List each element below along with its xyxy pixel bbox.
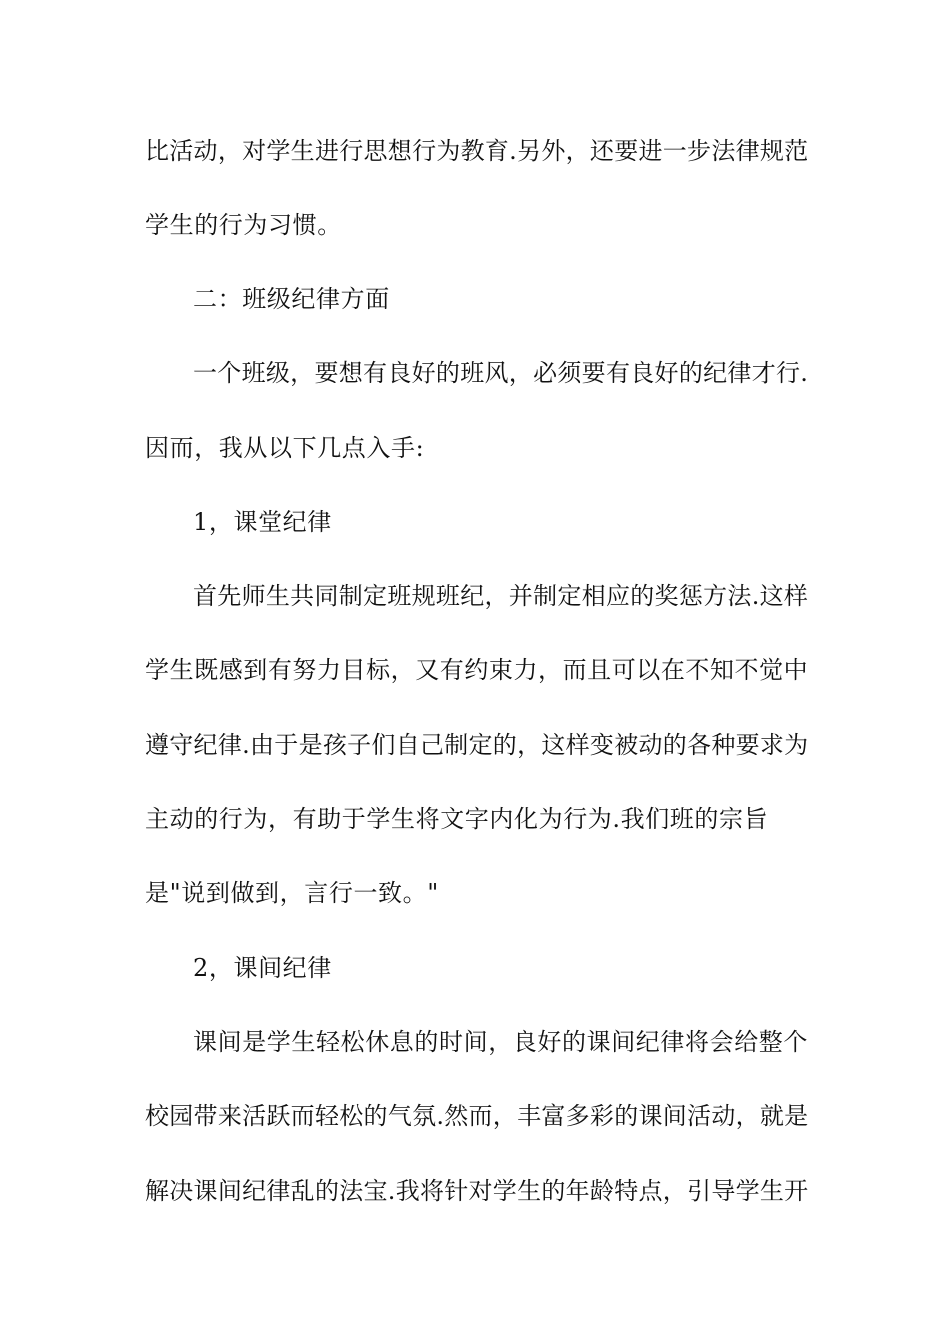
text-line: 因而，我从以下几点入手: [145,434,425,462]
text-line: 主动的行为，有助于学生将文字内化为行为.我们班的宗旨 [145,805,769,833]
text-line: 学生既感到有努力目标，又有约束力，而且可以在不知不觉中 [145,656,809,684]
text-line: 是"说到做到，言行一致。" [145,879,439,907]
text-line: 遵守纪律.由于是孩子们自己制定的，这样变被动的各种要求为 [145,731,809,759]
section-heading: 二：班级纪律方面 [193,285,390,313]
text-line: 课间是学生轻松休息的时间，良好的课间纪律将会给整个 [193,1028,808,1056]
text-line: 首先师生共同制定班规班纪，并制定相应的奖惩方法.这样 [193,582,809,610]
text-line: 解决课间纪律乱的法宝.我将针对学生的年龄特点，引导学生开 [145,1177,809,1205]
subsection-heading: 1，课堂纪律 [193,508,332,536]
subsection-heading: 2，课间纪律 [193,954,332,982]
text-line: 校园带来活跃而轻松的气氛.然而，丰富多彩的课间活动，就是 [145,1102,809,1130]
text-line: 比活动，对学生进行思想行为教育.另外，还要进一步法律规范 [145,137,809,165]
text-line: 学生的行为习惯。 [145,211,342,239]
text-line: 一个班级，要想有良好的班风，必须要有良好的纪律才行. [193,359,809,387]
